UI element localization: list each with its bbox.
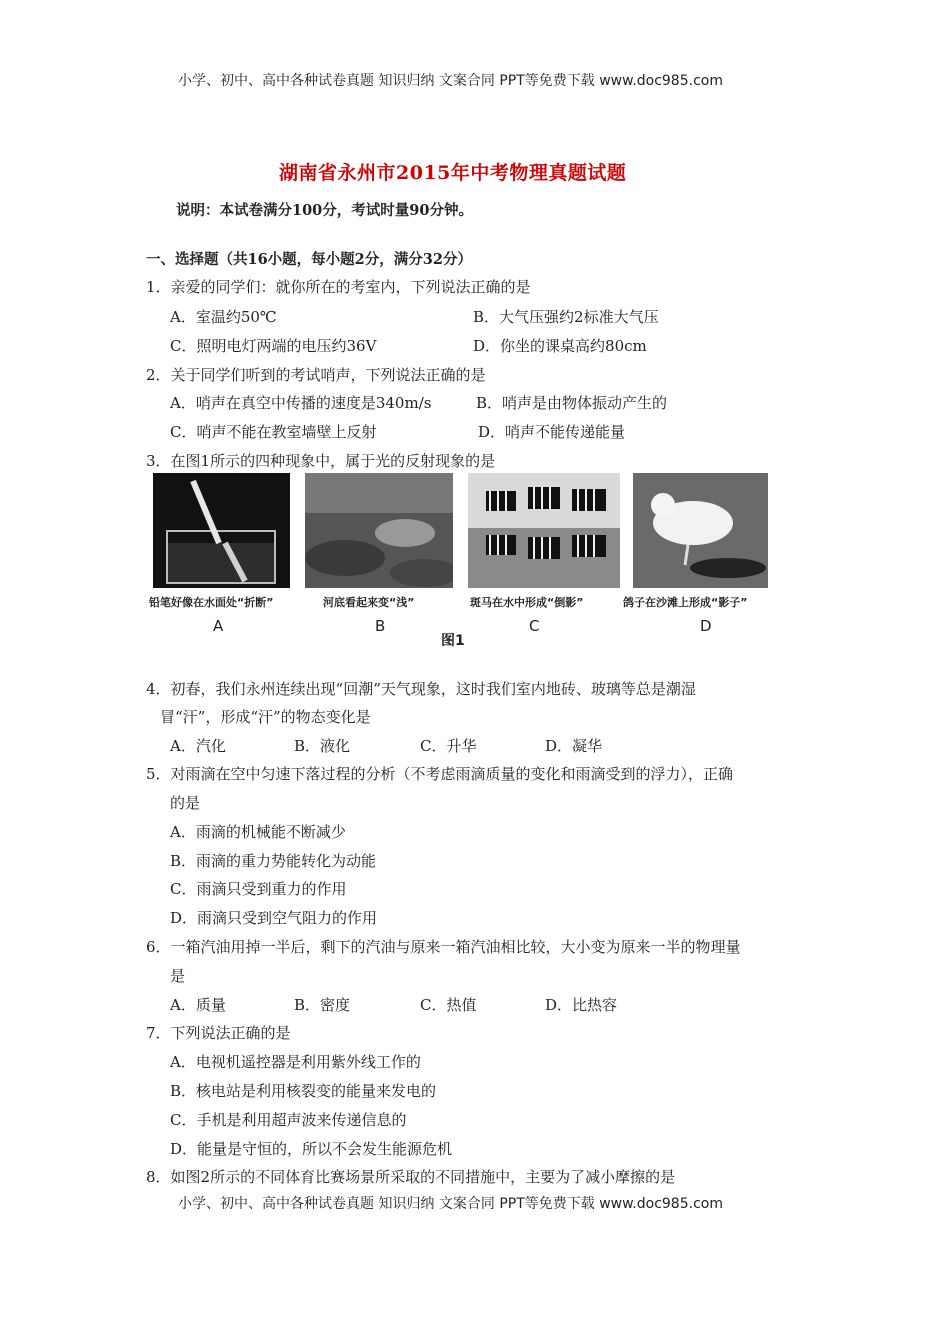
question-6-option-b: B．密度 [294,996,351,1014]
footer-banner: 小学、初中、高中各种试卷真题 知识归纳 文案合同 PPT等免费下载 www.doc985.com [178,1196,723,1212]
question-6-option-a: A．质量 [170,996,226,1014]
figure-1-caption-a: 铅笔好像在水面处“折断” [149,596,274,609]
header-banner: 小学、初中、高中各种试卷真题 知识归纳 文案合同 PPT等免费下载 www.doc985.com [178,73,723,89]
riverbed-image [305,473,453,588]
figure-1-letter-d: D [700,617,712,635]
question-5-stem: 5．对雨滴在空中匀速下落过程的分析（不考虑雨滴质量的变化和雨滴受到的浮力），正确 [146,765,734,783]
question-1-option-a: A．室温约50℃ [170,308,277,326]
question-1-option-b: B．大气压强约2标准大气压 [473,308,659,326]
figure-1-caption-d: 鸽子在沙滩上形成“影子” [623,596,748,609]
question-5-option-b: B．雨滴的重力势能转化为动能 [170,852,377,870]
figure-1-photo-a [153,473,290,588]
question-3-stem: 3．在图1所示的四种现象中，属于光的反射现象的是 [146,452,496,470]
question-6-stem: 6．一箱汽油用掉一半后，剩下的汽油与原来一箱汽油相比较，大小变为原来一半的物理量 [146,938,741,956]
question-1-option-d: D．你坐的课桌高约80cm [473,337,647,355]
figure-1-photo-d [633,473,768,588]
question-7-option-b: B．核电站是利用核裂变的能量来发电的 [170,1082,437,1100]
question-4-option-c: C．升华 [420,737,477,755]
figure-1-photo-b [305,473,453,588]
question-4-stem: 4．初春，我们永州连续出现“回潮”天气现象，这时我们室内地砖、玻璃等总是潮湿 [146,680,696,698]
question-7-stem: 7．下列说法正确的是 [146,1024,291,1042]
question-2-option-b: B．哨声是由物体振动产生的 [476,394,668,412]
dove-shadow-image [633,473,768,588]
figure-1-letter-c: C [529,617,540,635]
figure-1-label: 图1 [441,633,465,649]
figure-1-letter-b: B [375,617,386,635]
figure-1-caption-b: 河底看起来变“浅” [323,596,415,609]
question-2-option-d: D．哨声不能传递能量 [478,423,626,441]
question-6-stem-cont: 是 [170,967,186,985]
section-heading: 一、选择题（共16小题，每小题2分，满分32分） [146,251,472,268]
pencil-in-water-image [153,473,290,588]
question-1-option-c: C．照明电灯两端的电压约36V [170,337,377,355]
page-title: 湖南省永州市2015年中考物理真题试题 [279,162,627,184]
question-2-stem: 2．关于同学们听到的考试哨声，下列说法正确的是 [146,366,486,384]
question-2-option-c: C．哨声不能在教室墙壁上反射 [170,423,377,441]
zebra-reflection-image [468,473,620,588]
question-2-option-a: A．哨声在真空中传播的速度是340m/s [170,394,432,412]
question-4-option-a: A．汽化 [170,737,226,755]
figure-1 [145,473,777,653]
figure-1-caption-c: 斑马在水中形成“倒影” [470,596,584,609]
question-8-stem: 8．如图2所示的不同体育比赛场景所采取的不同措施中，主要为了减小摩擦的是 [146,1168,676,1186]
question-5-stem-cont: 的是 [170,794,201,812]
question-4-option-d: D．凝华 [545,737,603,755]
figure-1-letter-a: A [213,617,224,635]
question-5-option-d: D．雨滴只受到空气阻力的作用 [170,909,378,927]
exam-note: 说明：本试卷满分100分，考试时量90分钟。 [176,202,473,219]
question-5-option-a: A．雨滴的机械能不断减少 [170,823,346,841]
figure-1-photo-c [468,473,620,588]
question-1-stem: 1．亲爱的同学们：就你所在的考室内，下列说法正确的是 [146,278,531,296]
question-4-option-b: B．液化 [294,737,351,755]
question-7-option-a: A．电视机遥控器是利用紫外线工作的 [170,1053,421,1071]
question-4-stem-cont: 冒“汗”，形成“汗”的物态变化是 [160,708,371,726]
question-6-option-d: D．比热容 [545,996,618,1014]
question-7-option-c: C．手机是利用超声波来传递信息的 [170,1111,407,1129]
question-6-option-c: C．热值 [420,996,477,1014]
question-7-option-d: D．能量是守恒的，所以不会发生能源危机 [170,1140,453,1158]
question-5-option-c: C．雨滴只受到重力的作用 [170,880,347,898]
